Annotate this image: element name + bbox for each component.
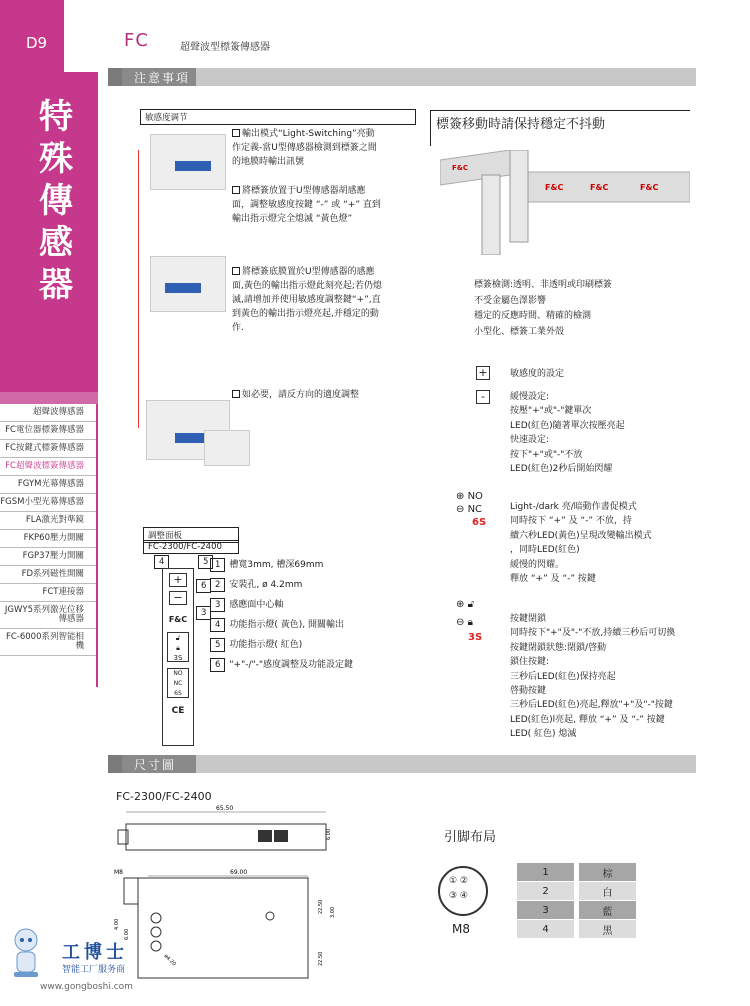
sidebar-item[interactable]: FC超聲波標簽傳感器 — [0, 458, 96, 476]
sens-setting-lines: 緩慢設定: 按壓"+"或"-"鍵單次 LED(紅色)隨著單次按壓亮起 快速設定: 按下"+"或"-"不放 LED(紅色)2秒后開始閃耀 — [510, 392, 625, 475]
sensitivity-step-3: 將標簽底膜置於U型傳感器的感應面,黃色的輸出指示燈此刻亮起;若仍熄滅,請增加并使用敏感度調整鍵“+”,直到黃色的輸出指示燈亮起,并穩定的動作. — [232, 267, 382, 333]
panel-callouts-top: 4 5 — [154, 557, 213, 567]
minus-circle-icon: ⊖ — [456, 504, 465, 515]
dimensions-drawing — [108, 800, 338, 980]
watermark-brand: 工博士 — [62, 942, 128, 963]
dim-5: 22.50 — [318, 899, 324, 914]
nc-label: NC — [467, 504, 483, 515]
dimensions-model: FC-2300/FC-2400 — [116, 790, 212, 803]
lock-timer: 3S — [468, 632, 483, 643]
notes-band — [108, 68, 696, 86]
pin-number: 3 — [517, 901, 575, 920]
sidebar-item[interactable]: FC電位器標簽傳感器 — [0, 422, 96, 440]
plus-key-icon: + — [476, 366, 490, 380]
pinout-table — [516, 862, 637, 939]
sensitivity-rail — [138, 150, 139, 428]
panel-item — [210, 575, 400, 595]
sidebar-item[interactable]: 超聲波傳感器 — [0, 404, 96, 422]
sensitivity-step-2: 將標簽放置于U型傳感器胡感應面，調整敏感度按鍵 “-” 或 “+” 直到輸出指示燈完全熄滅 “黃色燈” — [232, 186, 381, 224]
dim-4: 4.00 — [114, 918, 120, 930]
lock-lines: 按鍵閉鎖 同時按下"+"及"-"不放,持續三秒后可切換 按鍵閉鎖狀態:閉鎖/啓動 鎖住按鍵: 三秒后LED(紅色)保持亮起 啓動按鍵 三秒后LED(紅色)亮起,釋放"+"及"-"按鍵 LED(紅色)l亮起, 釋放 “+” 及 “-” 按鍵 LED( 紅色) 熄滅 — [510, 614, 676, 740]
watermark-tagline: 智能工厂服务商 — [62, 965, 126, 975]
panel-item-text: 功能指示燈( 紅色) — [229, 640, 303, 650]
no-label: NO — [467, 491, 483, 502]
unlock-icon: 🔓︎ — [175, 634, 181, 642]
label-move-features: 標簽檢測:透明、非透明或印刷標簽 不受金屬色澤影響 穩定的反應時間、精確的檢測 小型化、標簽工業外殼 — [474, 280, 613, 337]
watermark-url: www.gongboshi.com — [40, 982, 133, 992]
dimensions-title: 尺寸圖 — [134, 758, 177, 772]
dim-6: 3.00 — [330, 906, 336, 918]
sidebar-item[interactable]: FKP60壓力開關 — [0, 530, 96, 548]
page-code-corner — [64, 0, 98, 72]
logo-1: F&C — [452, 164, 469, 172]
panel-callout-6: 6 — [196, 581, 211, 591]
panel-item — [210, 655, 400, 675]
sidebar-banner-strip — [0, 392, 98, 404]
sensitivity-label: 敏感度调节 — [140, 109, 416, 125]
dim-7: 22.50 — [318, 951, 324, 966]
dimensions-band — [108, 755, 696, 773]
panel-lock-block: 🔓︎ 🔒︎ 3S — [167, 632, 189, 662]
pinout-title: 引脚布局 — [444, 830, 497, 845]
panel-nonc-block: NO NC 6S — [167, 668, 189, 698]
panel-item-num: 6 — [210, 658, 225, 672]
panel-item-num: 5 — [210, 638, 225, 652]
sensitivity-step-1: 輸出模式“Light-Switching”亮動作定義-當U型傳感器檢測到標簽之間的地膜時輸出訊號 — [232, 129, 377, 167]
nonc-icons — [456, 490, 486, 529]
pin-row — [517, 882, 637, 901]
sidebar-item[interactable]: FC-6000系列智能相機 — [0, 629, 96, 656]
sensor-image-1 — [150, 134, 226, 190]
dim-9: ø4.20 — [162, 953, 177, 968]
panel-item-text: 感應面中心軸 — [229, 600, 284, 610]
dim-1: 65.50 — [216, 805, 234, 812]
panel-item — [210, 555, 400, 575]
dim-8: 6.00 — [326, 828, 332, 840]
panel-model: FC-2300/FC-2400 — [143, 540, 239, 554]
pin-row — [517, 901, 637, 920]
pin-number: 2 — [517, 882, 575, 901]
dim-m8: M8 — [114, 869, 123, 876]
dim-3: 6.00 — [124, 928, 130, 940]
sidebar-item[interactable]: FLA激光對準鏡 — [0, 512, 96, 530]
sens-setting-title: 敏感度的設定 — [510, 369, 565, 379]
sidebar-item[interactable]: FCT連接器 — [0, 584, 96, 602]
lock-icon: 🔒︎ — [467, 617, 473, 628]
panel-item — [210, 635, 400, 655]
panel-item-text: 安裝孔, ø 4.2mm — [229, 580, 303, 590]
minus-key-icon: - — [476, 390, 490, 404]
label-move-illustration — [440, 150, 690, 255]
sidebar-rule — [96, 404, 98, 687]
sidebar-item[interactable]: FC按鍵式標簽傳感器 — [0, 440, 96, 458]
lock-icon: 🔒︎ — [176, 644, 180, 652]
dim-2: 69.00 — [230, 869, 248, 876]
pin-color: 黑 — [579, 920, 637, 939]
pin-color: 白 — [579, 882, 637, 901]
pin-color: 藍 — [579, 901, 637, 920]
panel-item — [210, 595, 400, 615]
vertical-title: 特殊傳感器 — [39, 97, 73, 305]
plus-circle-icon: ⊕ — [456, 491, 465, 502]
panel-item-text: 功能指示燈( 黃色), 開關輸出 — [229, 620, 345, 630]
pin-number: 1 — [517, 863, 575, 882]
logo-3: F&C — [590, 183, 609, 192]
sidebar-item[interactable]: FD系列磁性開關 — [0, 566, 96, 584]
panel-plus-button[interactable]: + — [169, 573, 187, 587]
unlock-icon: 🔓︎ — [467, 599, 475, 610]
label-move-heading: 標簽移動時請保持穩定不抖動 — [436, 117, 606, 132]
pin-number: 4 — [517, 920, 575, 939]
panel-item — [210, 615, 400, 635]
panel-item-num: 3 — [210, 598, 225, 612]
nonc-lines: Light-/dark 亮/暗動作書促模式 同時按下 “+” 及 “-” 不放，持 續六秒LED(黃色)呈現改變輸出模式 ，同時LED(紅色) 緩慢的閃耀。 釋放 “+” 及 “-” 按鍵 — [510, 502, 652, 585]
lock-icons — [456, 596, 482, 644]
sidebar-item[interactable]: FGSM小型光幕傳感器 — [0, 494, 96, 512]
pin-color: 棕 — [579, 863, 637, 882]
robot-logo-icon — [8, 926, 44, 980]
sidebar-item[interactable]: FGP37壓力開關 — [0, 548, 96, 566]
panel-minus-button[interactable]: − — [169, 591, 187, 605]
notes-title: 注意事項 — [134, 71, 191, 85]
connector-label: M8 — [452, 922, 470, 936]
page-model: FC — [124, 30, 149, 51]
pin-row — [517, 863, 637, 882]
panel-item-num: 2 — [210, 578, 225, 592]
minus-circle-icon: ⊖ — [456, 617, 465, 628]
sidebar-nav — [0, 404, 96, 656]
panel-brand: F&C — [168, 615, 188, 624]
sensor-image-4 — [204, 430, 250, 466]
logo-4: F&C — [640, 183, 659, 192]
ce-mark: CE — [171, 706, 185, 716]
panel-item-text: "+"-/"-"感度調整及功能設定鍵 — [229, 660, 354, 670]
pin-row — [517, 920, 637, 939]
panel-item-num: 4 — [210, 618, 225, 632]
panel-item-text: 槽寬3mm, 槽深69mm — [229, 560, 324, 570]
sensor-image-2 — [150, 256, 226, 312]
panel-device — [162, 568, 194, 746]
panel-callout-3: 3 — [196, 608, 211, 618]
panel-label: 調整面板 — [143, 527, 239, 543]
panel-item-num: 1 — [210, 558, 225, 572]
sidebar-item[interactable]: JGWY5系列激光位移傳感器 — [0, 602, 96, 629]
page-code: D9 — [26, 34, 48, 52]
connector-icon: ① ② ③ ④ — [438, 866, 488, 916]
page-subtitle: 超聲波型標簽傳感器 — [180, 42, 270, 53]
panel-items — [210, 555, 400, 675]
logo-2: F&C — [545, 183, 564, 192]
nonc-timer: 6S — [472, 517, 487, 528]
plus-circle-icon: ⊕ — [456, 599, 465, 610]
sensitivity-step-4: 如必要，請反方向的適度調整 — [232, 388, 402, 402]
sidebar-item[interactable]: FGYM光幕傳感器 — [0, 476, 96, 494]
